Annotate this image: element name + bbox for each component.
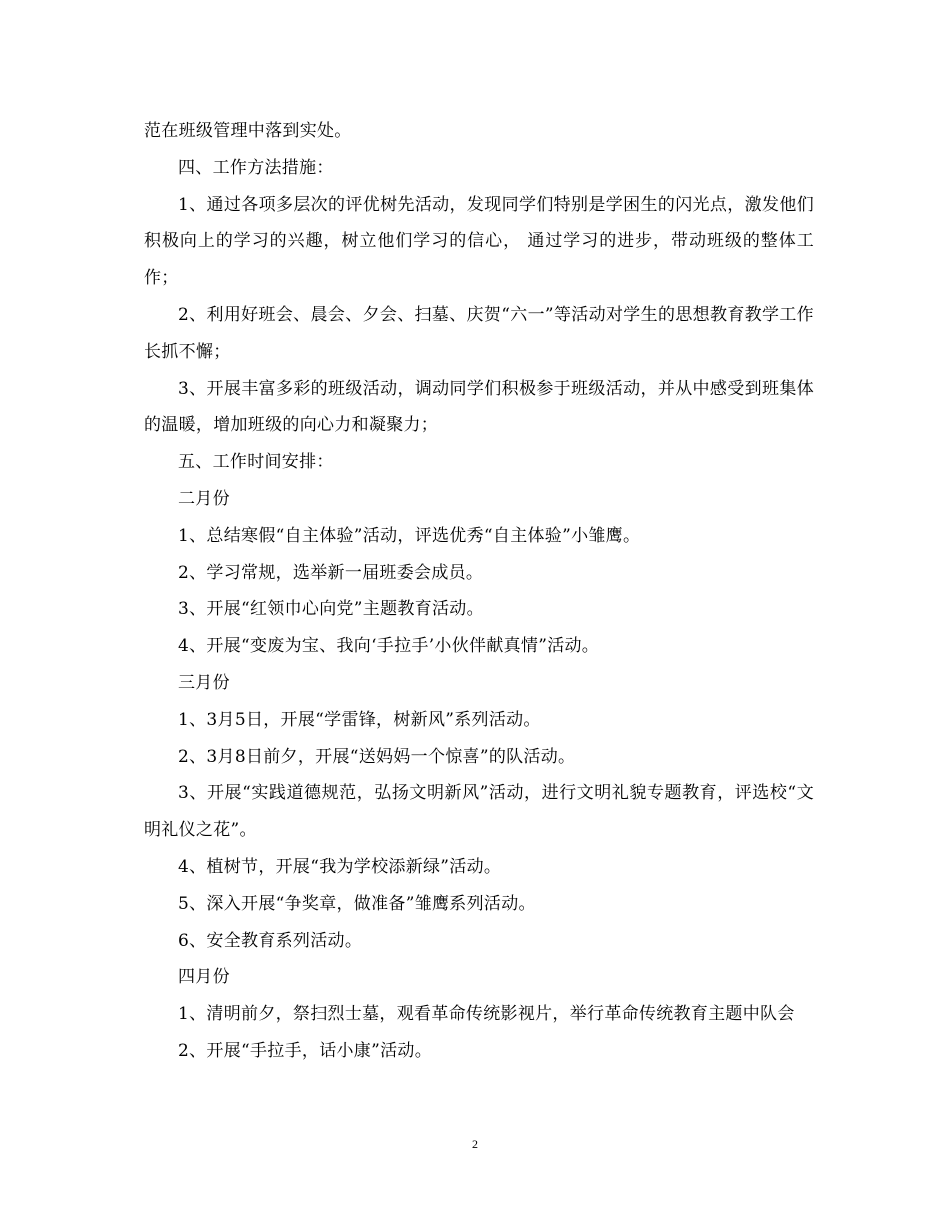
april-item-2: 2、开展“手拉手，话小康”活动。 xyxy=(178,1040,432,1061)
april-item-1: 1、清明前夕，祭扫烈士墓，观看革命传统影视片，举行革命传统教育主题中队会 xyxy=(178,1004,795,1025)
page-number: 2 xyxy=(472,1137,478,1151)
section-heading-schedule: 五、工作时间安排： xyxy=(178,452,334,473)
paragraph-continuation: 范在班级管理中落到实处。 xyxy=(144,121,352,141)
march-item-4: 4、植树节，开展“我为学校添新绿”活动。 xyxy=(178,856,502,877)
paragraph-method-2: 2、利用好班会、晨会、夕会、扫墓、庆贺“六一”等活动对学生的思想教育教学工作长抓不懈； xyxy=(144,304,814,362)
month-heading-april: 四月份 xyxy=(178,967,230,988)
month-heading-february: 二月份 xyxy=(178,488,230,509)
month-heading-march: 三月份 xyxy=(178,672,230,693)
february-item-1: 1、总结寒假“自主体验”活动，评选优秀“自主体验”小雏鹰。 xyxy=(178,525,641,546)
february-item-2: 2、学习常规，选举新一届班委会成员。 xyxy=(178,562,484,583)
paragraph-method-3: 3、开展丰富多彩的班级活动，调动同学们积极参于班级活动，并从中感受到班集体的温暖，增加班级的向心力和凝聚力； xyxy=(144,378,814,436)
march-item-2: 2、3月8日前夕，开展“送妈妈一个惊喜”的队活动。 xyxy=(178,746,576,767)
section-heading-methods: 四、工作方法措施： xyxy=(178,157,334,178)
paragraph-method-1: 1、通过各项多层次的评优树先活动，发现同学们特别是学困生的闪光点，激发他们积极向上的学习的兴趣，树立他们学习的信心， 通过学习的进步，带动班级的整体工作； xyxy=(144,194,814,289)
march-item-3: 3、开展“实践道德规范，弘扬文明新风”活动，进行文明礼貌专题教育，评选校“文明礼仪之花”。 xyxy=(144,783,814,841)
march-item-5: 5、深入开展“争奖章，做准备”雏鹰系列活动。 xyxy=(178,893,536,914)
february-item-3: 3、开展“红领巾心向党”主题教育活动。 xyxy=(178,599,484,620)
march-item-6: 6、安全教育系列活动。 xyxy=(178,930,363,951)
march-item-1: 1、3月5日，开展“学雷锋，树新风”系列活动。 xyxy=(178,709,541,730)
document-body xyxy=(144,113,814,1070)
february-item-4: 4、开展“变废为宝、我向‘手拉手’小伙伴献真情”活动。 xyxy=(178,636,600,657)
